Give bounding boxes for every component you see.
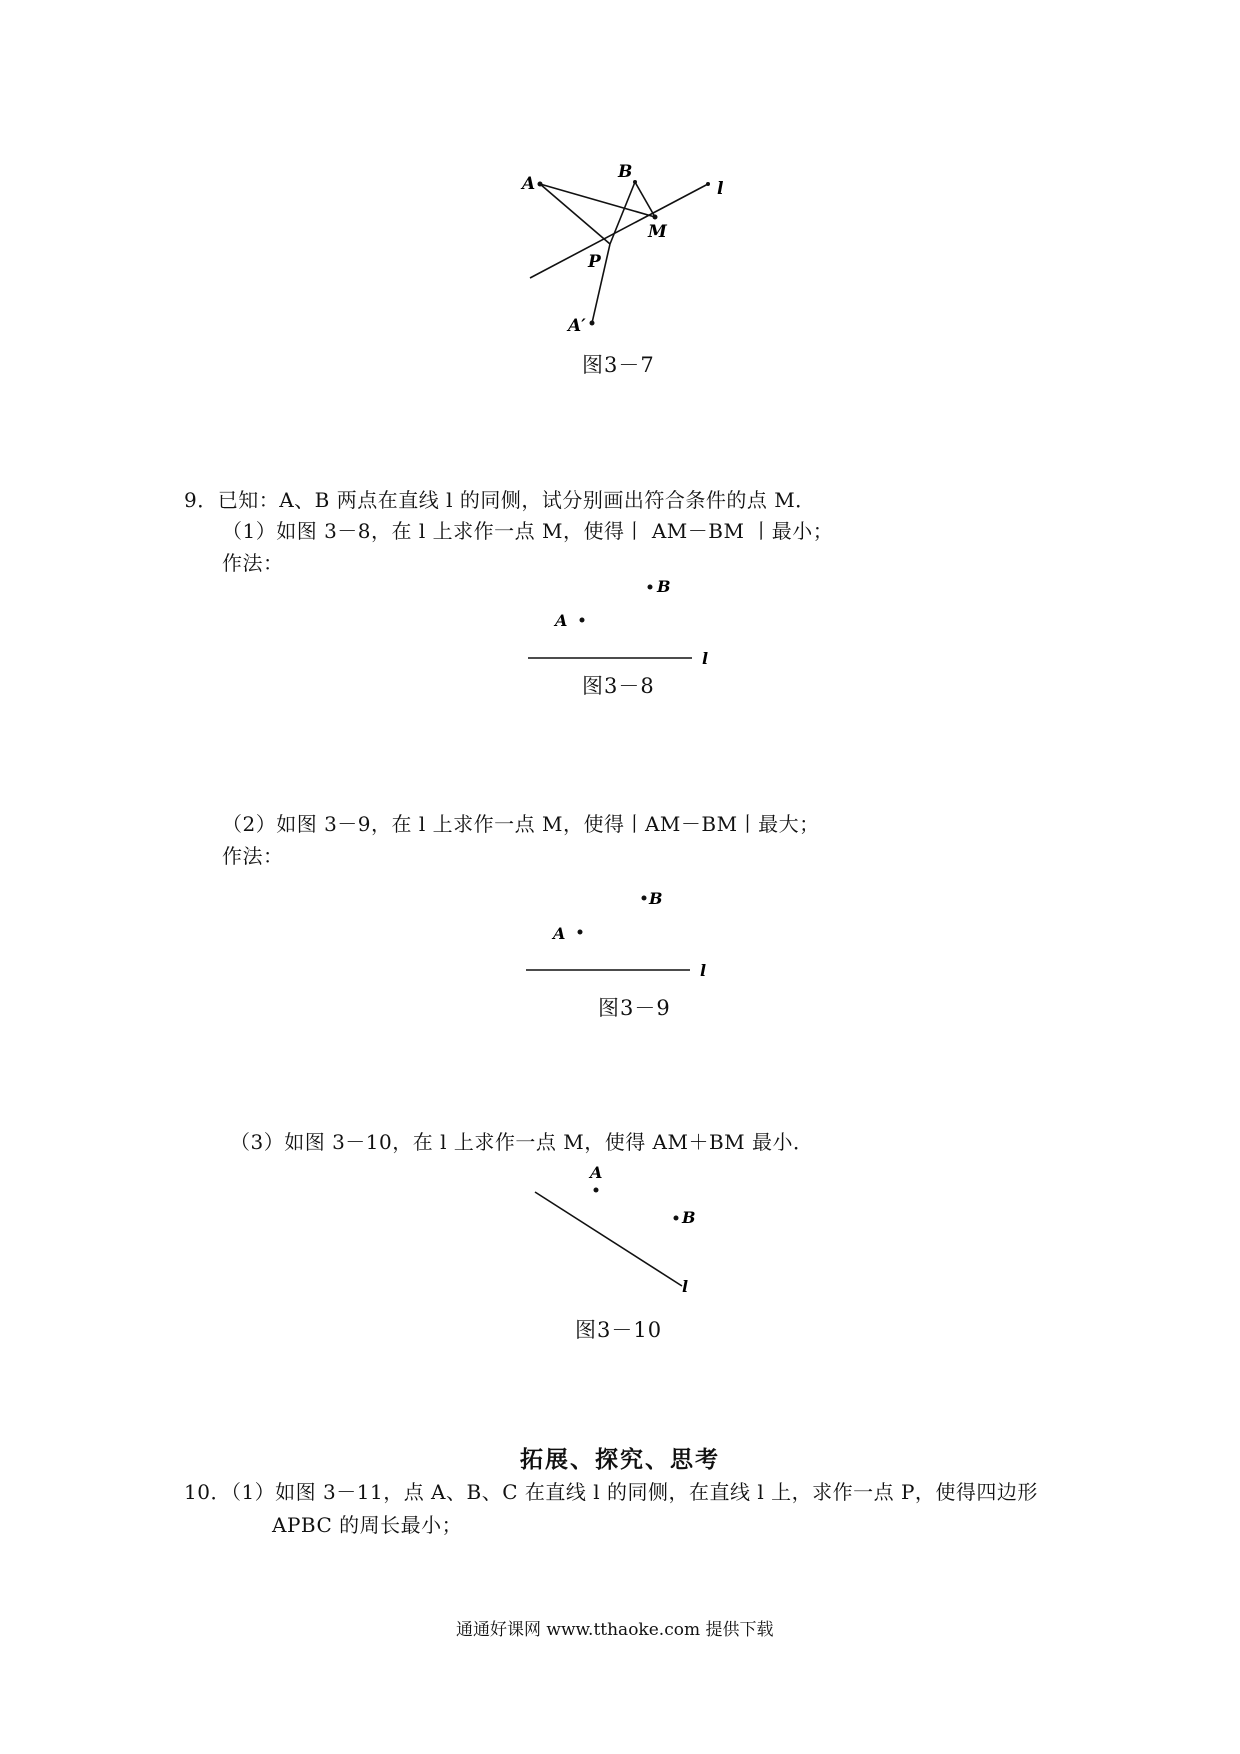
figure-3-9-caption: 图3－9: [598, 996, 671, 1020]
figure-3-10-diagram: [530, 1160, 730, 1300]
page-footer: 通通好课网 www.tthaoke.com 提供下载: [456, 1620, 774, 1640]
figure-3-10-caption: 图3－10: [575, 1318, 663, 1342]
question-10-line1: 10．（1）如图 3－11，点 A、B、C 在直线 l 的同侧，在直线 l 上，求作一点 P，使得四边形: [184, 1480, 1038, 1504]
fig37-label-A: A: [522, 174, 536, 194]
fig37-label-P: P: [588, 252, 601, 272]
figure-3-8-caption: 图3－8: [582, 674, 655, 698]
question-9-part2: （2）如图 3－9，在 l 上求作一点 M，使得丨AM－BM丨最大；: [222, 812, 820, 836]
fig310-label-A: A: [590, 1163, 603, 1182]
question-9-part1-method: 作法：: [222, 551, 284, 575]
fig37-label-A-prime: A′: [568, 316, 586, 336]
fig37-label-M: M: [648, 222, 667, 242]
fig37-label-l: l: [717, 179, 724, 199]
figure-3-8-diagram: [520, 568, 730, 668]
fig39-label-B: B: [649, 889, 663, 908]
figure-3-7-caption: 图3－7: [582, 353, 655, 377]
question-9-stem: 9．已知：A、B 两点在直线 l 的同侧，试分别画出符合条件的点 M．: [184, 488, 816, 512]
fig37-label-B: B: [618, 162, 633, 182]
fig38-label-A: A: [555, 611, 568, 630]
figure-3-9-diagram: [520, 870, 730, 980]
figure-3-7-diagram: [520, 160, 740, 340]
fig38-label-l: l: [702, 649, 709, 668]
fig39-label-A: A: [553, 924, 566, 943]
fig39-label-l: l: [700, 961, 707, 980]
question-10-line2: APBC 的周长最小；: [272, 1513, 463, 1537]
fig310-label-l: l: [682, 1277, 689, 1296]
fig310-label-B: B: [682, 1208, 696, 1227]
section-heading: 拓展、探究、思考: [520, 1446, 720, 1473]
question-9-part1: （1）如图 3－8，在 l 上求作一点 M，使得丨 AM－BM 丨最小；: [222, 519, 834, 543]
question-9-part3: （3）如图 3－10，在 l 上求作一点 M，使得 AM＋BM 最小．: [230, 1130, 814, 1154]
fig38-label-B: B: [657, 577, 671, 596]
question-9-part2-method: 作法：: [222, 844, 284, 868]
